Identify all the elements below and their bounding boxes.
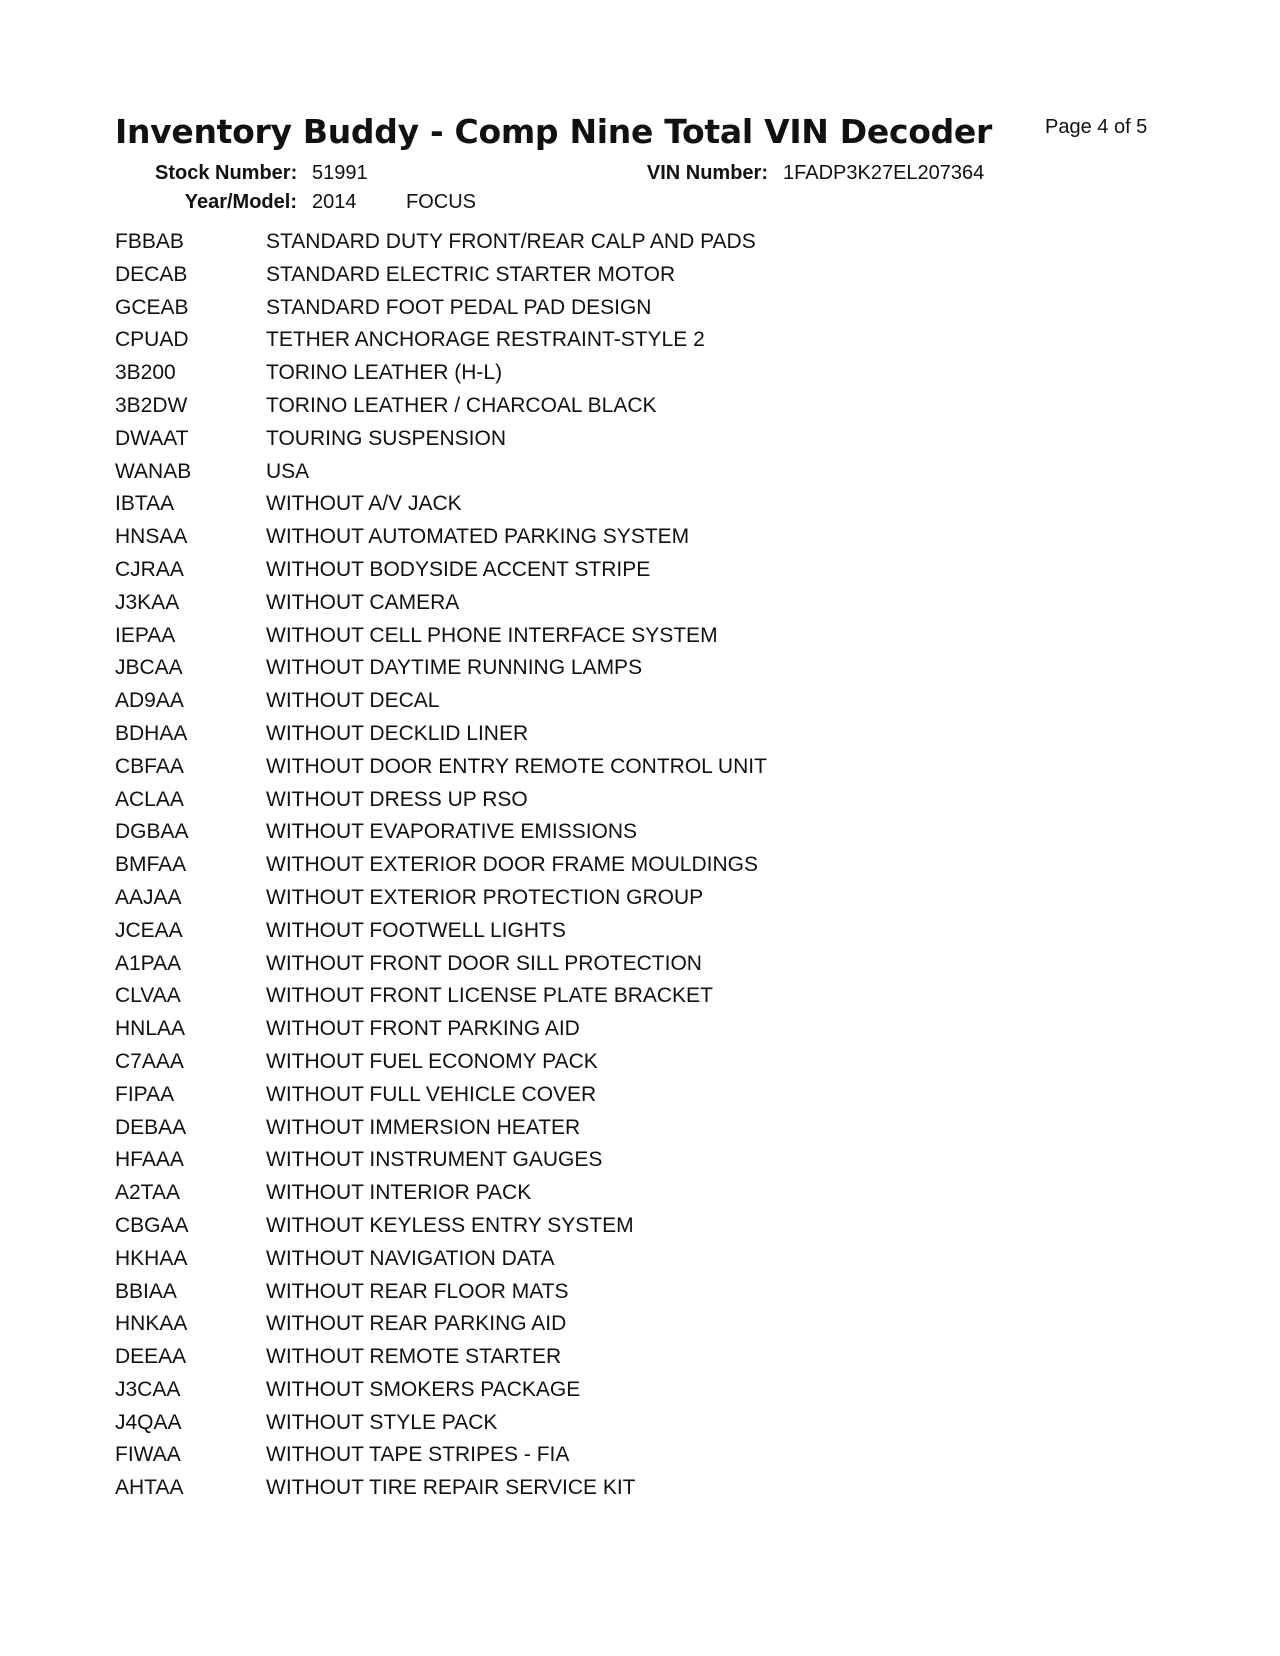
year-model-label: Year/Model: [184,191,297,213]
option-description: WITHOUT DECAL [266,689,440,713]
option-description: WITHOUT EXTERIOR DOOR FRAME MOULDINGS [266,853,758,877]
option-code: GCEAB [115,295,189,319]
option-code: FBBAB [115,230,184,253]
option-code: AD9AA [115,689,184,713]
option-code: FIWAA [115,1443,181,1467]
option-description: WITHOUT FRONT PARKING AID [266,1017,580,1041]
option-description: WITHOUT DECKLID LINER [266,721,529,745]
option-description: WITHOUT SMOKERS PACKAGE [266,1377,581,1401]
option-code: HNKAA [115,1312,188,1336]
option-row [115,1411,1015,1444]
option-code: JCEAA [115,918,183,942]
option-code: HFAAA [115,1148,184,1172]
option-code: WANAB [115,459,192,483]
option-row [115,1280,1015,1313]
option-description: STANDARD DUTY FRONT/REAR CALP AND PADS [266,230,756,253]
option-description: WITHOUT DRESS UP RSO [266,787,528,811]
option-description: STANDARD FOOT PEDAL PAD DESIGN [266,295,652,319]
option-description: WITHOUT REMOTE STARTER [266,1345,562,1369]
option-row [115,328,1015,361]
option-row [115,394,1015,427]
vin-number-value: 1FADP3K27EL207364 [783,162,985,184]
option-code: J3KAA [115,590,180,614]
option-row [115,1443,1015,1476]
option-description: WITHOUT IMMERSION HEATER [266,1115,581,1139]
option-description: WITHOUT KEYLESS ENTRY SYSTEM [266,1213,634,1237]
option-row [115,460,1015,493]
option-code: AAJAA [115,885,182,909]
option-code: DEBAA [115,1115,187,1139]
option-code: BMFAA [115,853,187,877]
option-row [115,492,1015,525]
option-code: IEPAA [115,623,176,647]
option-row [115,952,1015,985]
option-code: FIPAA [115,1082,175,1106]
option-code: CLVAA [115,984,181,1008]
option-row [115,427,1015,460]
option-description: WITHOUT STYLE PACK [266,1410,498,1434]
vin-number-label: VIN Number: [646,162,768,184]
option-row [115,886,1015,919]
option-code: C7AAA [115,1049,184,1073]
option-code: CPUAD [115,328,189,352]
option-row [115,525,1015,558]
option-code: DWAAT [115,426,189,450]
option-row [115,263,1015,296]
option-description: WITHOUT DAYTIME RUNNING LAMPS [266,656,643,680]
option-code: CJRAA [115,557,184,581]
option-description: WITHOUT DOOR ENTRY REMOTE CONTROL UNIT [266,754,767,778]
option-description: WITHOUT INSTRUMENT GAUGES [266,1148,603,1172]
option-row [115,656,1015,689]
option-row [115,788,1015,821]
option-description: WITHOUT FOOTWELL LIGHTS [266,918,566,942]
option-row [115,1214,1015,1247]
option-row [115,230,1015,263]
option-code: J3CAA [115,1377,181,1401]
option-row [115,1050,1015,1083]
option-row [115,919,1015,952]
option-description: WITHOUT TAPE STRIPES - FIA [266,1443,570,1467]
option-description: WITHOUT FULL VEHICLE COVER [266,1082,597,1106]
option-code: DGBAA [115,820,189,844]
option-description: WITHOUT FUEL ECONOMY PACK [266,1049,598,1073]
option-row [115,689,1015,722]
option-row [115,1181,1015,1214]
option-row [115,1312,1015,1345]
option-description: WITHOUT REAR FLOOR MATS [266,1279,569,1303]
option-code: DECAB [115,262,188,286]
option-code: A1PAA [115,951,182,975]
option-row [115,755,1015,788]
option-row [115,361,1015,394]
option-description: WITHOUT AUTOMATED PARKING SYSTEM [266,525,690,549]
option-row [115,296,1015,329]
option-description: WITHOUT EVAPORATIVE EMISSIONS [266,820,638,844]
option-description: WITHOUT NAVIGATION DATA [266,1246,555,1270]
option-row [115,820,1015,853]
option-description: TETHER ANCHORAGE RESTRAINT-STYLE 2 [266,328,705,352]
page-number: Page 4 of 5 [1045,116,1148,138]
year-value: 2014 [312,191,357,213]
option-row [115,558,1015,591]
option-code: BBIAA [115,1279,177,1303]
option-row [115,1345,1015,1378]
option-description: TOURING SUSPENSION [266,426,506,450]
option-description: TORINO LEATHER (H-L) [266,361,503,385]
option-row [115,1017,1015,1050]
option-row [115,1148,1015,1181]
option-description: WITHOUT CAMERA [266,590,460,614]
option-code: ACLAA [115,787,184,811]
option-description: WITHOUT A/V JACK [266,492,462,516]
option-code: BDHAA [115,721,188,745]
option-description: WITHOUT TIRE REPAIR SERVICE KIT [266,1476,636,1500]
option-code: A2TAA [115,1181,180,1205]
option-row [115,591,1015,624]
option-code: 3B2DW [115,393,188,417]
option-row [115,624,1015,657]
option-row [115,853,1015,886]
option-code: HNLAA [115,1017,186,1041]
option-description: WITHOUT FRONT LICENSE PLATE BRACKET [266,984,713,1008]
option-description: STANDARD ELECTRIC STARTER MOTOR [266,262,676,286]
option-description: WITHOUT BODYSIDE ACCENT STRIPE [266,557,651,581]
option-code: HNSAA [115,525,188,549]
option-row [115,1247,1015,1280]
option-code: 3B200 [115,361,176,385]
option-description: USA [266,459,310,483]
option-code: CBFAA [115,754,184,778]
option-row [115,1083,1015,1116]
option-description: WITHOUT FRONT DOOR SILL PROTECTION [266,951,702,975]
model-value: FOCUS [406,191,476,213]
option-code: J4QAA [115,1410,182,1434]
option-code-list [115,230,1015,1509]
option-code: HKHAA [115,1246,188,1270]
page-title: Inventory Buddy - Comp Nine Total VIN Decoder [115,112,992,151]
option-row [115,1378,1015,1411]
stock-number-value: 51991 [312,162,368,184]
option-row [115,722,1015,755]
option-description: WITHOUT CELL PHONE INTERFACE SYSTEM [266,623,718,647]
option-description: WITHOUT EXTERIOR PROTECTION GROUP [266,885,704,909]
option-code: DEEAA [115,1345,187,1369]
option-description: TORINO LEATHER / CHARCOAL BLACK [266,393,657,417]
option-description: WITHOUT INTERIOR PACK [266,1181,532,1205]
option-code: JBCAA [115,656,183,680]
option-code: CBGAA [115,1213,189,1237]
option-code: AHTAA [115,1476,184,1500]
option-row [115,984,1015,1017]
option-row [115,1476,1015,1509]
stock-number-label: Stock Number: [155,162,298,184]
option-description: WITHOUT REAR PARKING AID [266,1312,567,1336]
option-code: IBTAA [115,492,175,516]
option-row [115,1116,1015,1149]
